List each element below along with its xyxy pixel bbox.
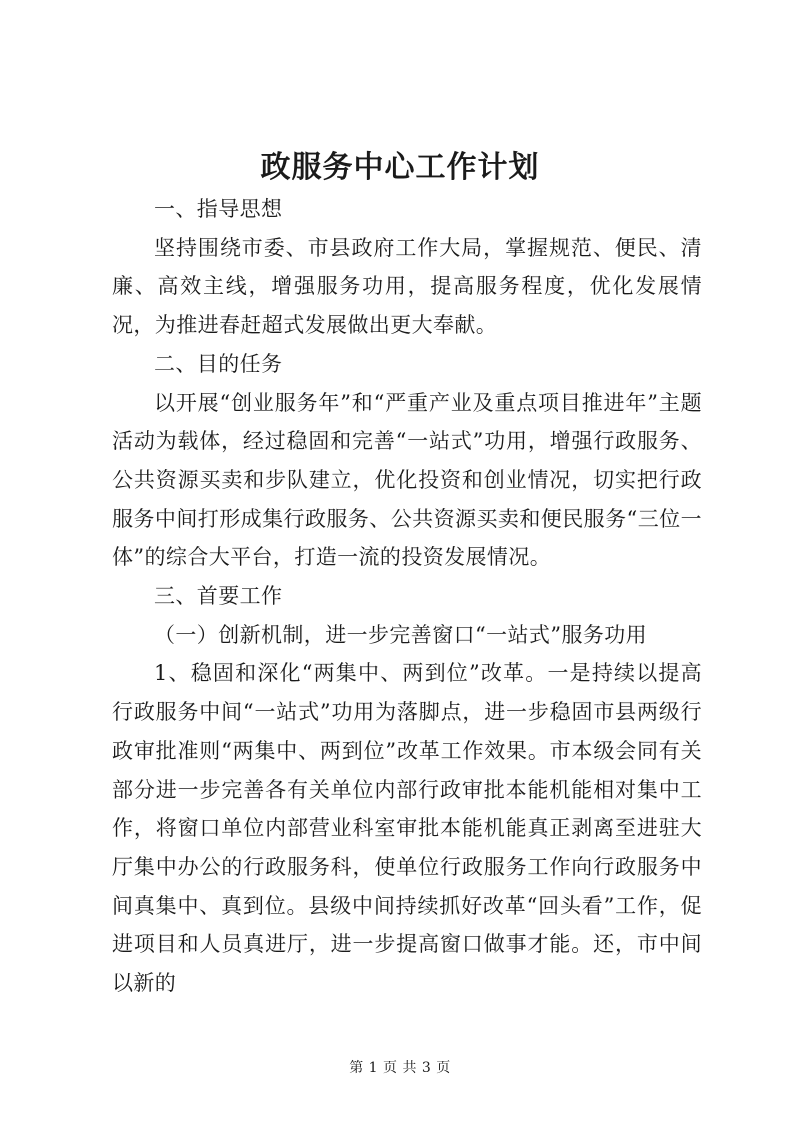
paragraph-guiding-ideology: 坚持围绕市委、市县政府工作大局，掌握规范、便民、清廉、高效主线，增强服务功用，提高服务程度，优化发展情况，为推进春赶超式发展做出更大奉献。 [112,235,702,338]
section-heading-objectives: 二、目的任务 [154,351,283,376]
section-heading-guiding-ideology: 一、指导思想 [154,197,283,221]
subsection-heading-innovation: （一）创新机制，进一步完善窗口“一站式”服务功用 [154,622,648,647]
section-heading-main-work: 三、首要工作 [154,584,283,609]
page-footer: 第 1 页 共 3 页 [349,1060,451,1076]
document-body [112,190,702,1003]
paragraph-reform: 1、稳固和深化“两集中、两到位”改革。一是持续以提高行政服务中间“一站式”功用为落脚点，进一步稳固市县两级行政审批准则“两集中、两到位”改革工作效果。市本级会同有关部分进一步完善各有关单位内部行政审批本能机能相对集中工作，将窗口单位内部营业科室审批本能机能真正剥离至进驻大厅集中办公的行政服务科，使单位行政服务工作向行政服务中间真集中、真到位。县级中间持续抓好改革“回头看”工作，促进项目和人员真进厅，进一步提高窗口做事才能。还，市中间以新的 [112,661,702,996]
page-title: 政服务中心工作计划 [260,150,540,185]
paragraph-objectives: 以开展“创业服务年”和“严重产业及重点项目推进年”主题活动为载体，经过稳固和完善“一站式”功用，增强行政服务、公共资源买卖和步队建立，优化投资和创业情况，切实把行政服务中间打形成集行政服务、公共资源买卖和便民服务“三位一体”的综合大平台，打造一流的投资发展情况。 [112,390,702,570]
